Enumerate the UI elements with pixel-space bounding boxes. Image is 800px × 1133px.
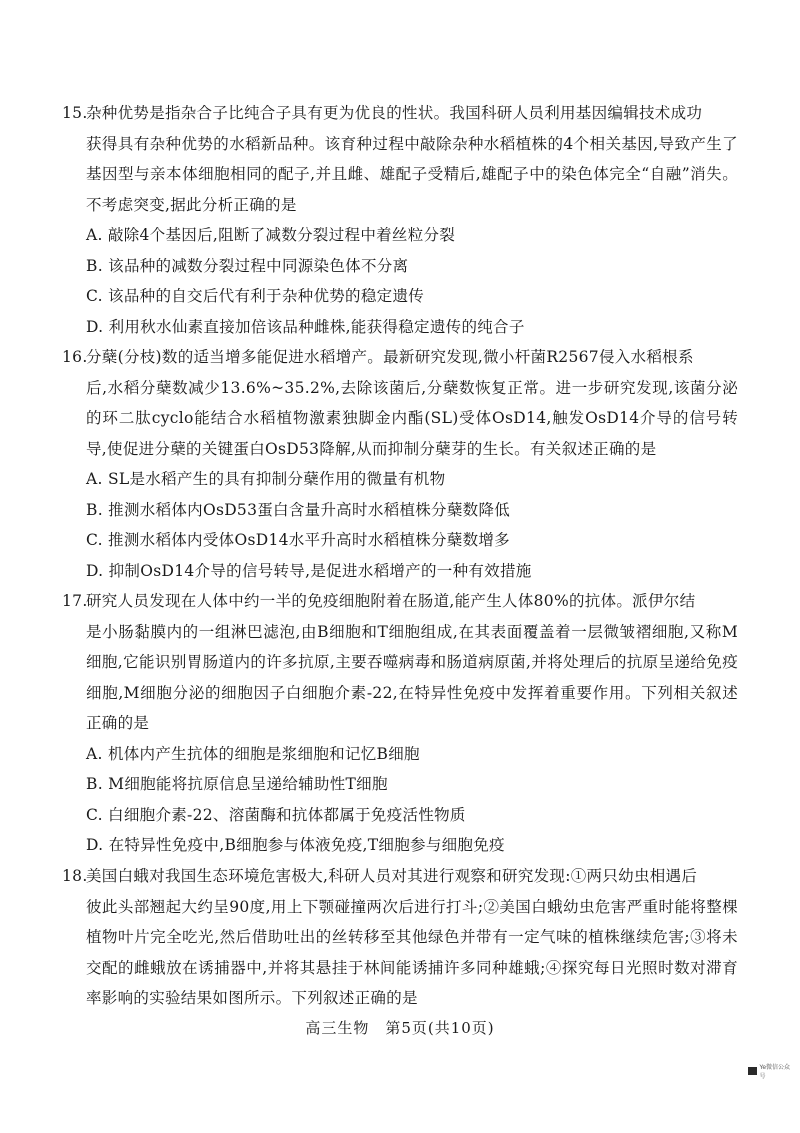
question-stem	[62, 98, 738, 220]
option-b: B. 推测水稻体内OsD53蛋白含量升高时水稻植株分蘖数降低	[86, 500, 511, 519]
option-d: D. 利用秋水仙素直接加倍该品种雌株,能获得稳定遗传的纯合子	[86, 317, 525, 336]
stem-continuation: 是小肠黏膜内的一组淋巴滤泡,由B细胞和T细胞组成,在其表面覆盖着一层微皱褶细胞,又称M细胞,它能识别胃肠道内的许多抗原,主要吞噬病毒和肠道病原菌,并将处理后的抗原呈递给免疫细胞,M细胞分泌的细胞因子白细胞介素-22,在特异性免疫中发挥着重要作用。下列相关叙述正确的是	[86, 622, 738, 732]
option-d: D. 抑制OsD14介导的信号转导,是促进水稻增产的一种有效措施	[86, 561, 532, 580]
stem-first-line: 研究人员发现在人体中约一半的免疫细胞附着在肠道,能产生人体80%的抗体。派伊尔结	[86, 592, 696, 610]
watermark-logo	[748, 1064, 794, 1080]
option-a: A. 机体内产生抗体的细胞是浆细胞和记忆B细胞	[86, 744, 420, 763]
stem-first-line: 美国白蛾对我国生态环境危害极大,科研人员对其进行观察和研究发现:①两只幼虫相遇后	[86, 867, 698, 885]
option-b: B. M细胞能将抗原信息呈递给辅助性T细胞	[86, 775, 388, 793]
option-a: A. 敲除4个基因后,阻断了减数分裂过程中着丝粒分裂	[86, 226, 456, 244]
question-number: 18.	[62, 867, 88, 885]
option-c: C. 该品种的自交后代有利于杂种优势的稳定遗传	[86, 287, 425, 305]
page-footer: 高三生物 第5页(共10页)	[305, 1019, 495, 1037]
question-17	[62, 586, 738, 861]
question-number: 17.	[62, 592, 88, 610]
logo-icon	[748, 1067, 757, 1075]
option-d: D. 在特异性免疫中,B细胞参与体液免疫,T细胞参与细胞免疫	[86, 836, 505, 854]
stem-continuation: 彼此头部翘起大约呈90度,用上下颚碰撞两次后进行打斗;②美国白蛾幼虫危害严重时能将整棵植物叶片完全吃光,然后借助吐出的丝转移至其他绿色并带有一定气味的植株继续危害;③将未交配的雌蛾放在诱捕器中,并将其悬挂于林间能诱捕许多同种雄蛾;④探究每日光照时数对滞育率影响的实验结果如图所示。下列叙述正确的是	[86, 897, 738, 1007]
stem-first-line: 杂种优势是指杂合子比纯合子具有更为优良的性状。我国科研人员利用基因编辑技术成功	[86, 104, 703, 122]
question-16	[62, 342, 738, 586]
option-c: C. 白细胞介素-22、溶菌酶和抗体都属于免疫活性物质	[86, 805, 466, 824]
question-15	[62, 98, 738, 342]
option-a: A. SL是水稻产生的具有抑制分蘖作用的微量有机物	[86, 470, 446, 488]
stem-continuation: 后,水稻分蘖数减少13.6%~35.2%,去除该菌后,分蘖数恢复正常。进一步研究发现,该菌分泌的环二肽cyclo能结合水稻植物激素独脚金内酯(SL)受体OsD14,触发OsD14介导的信号转导,使促进分蘖的关键蛋白OsD53降解,从而抑制分蘖芽的生长。有关叙述正确的是	[86, 378, 738, 458]
question-stem	[62, 342, 738, 464]
watermark-text: Ye微信公众号	[759, 1064, 791, 1080]
question-number: 15.	[62, 104, 88, 122]
question-number: 16.	[62, 348, 88, 366]
question-stem	[62, 861, 738, 1014]
stem-first-line: 分蘖(分枝)数的适当增多能促进水稻增产。最新研究发现,微小杆菌R2567侵入水稻根系	[86, 348, 694, 366]
question-stem	[62, 586, 738, 739]
question-18	[62, 861, 738, 1014]
stem-continuation: 获得具有杂种优势的水稻新品种。该育种过程中敲除杂种水稻植株的4个相关基因,导致产生了基因型与亲本体细胞相同的配子,并且雌、雄配子受精后,雄配子中的染色体完全“自融”消失。不考虑突变,据此分析正确的是	[86, 134, 738, 214]
option-c: C. 推测水稻体内受体OsD14水平升高时水稻植株分蘖数增多	[86, 531, 510, 549]
option-b: B. 该品种的减数分裂过程中同源染色体不分离	[86, 256, 409, 275]
